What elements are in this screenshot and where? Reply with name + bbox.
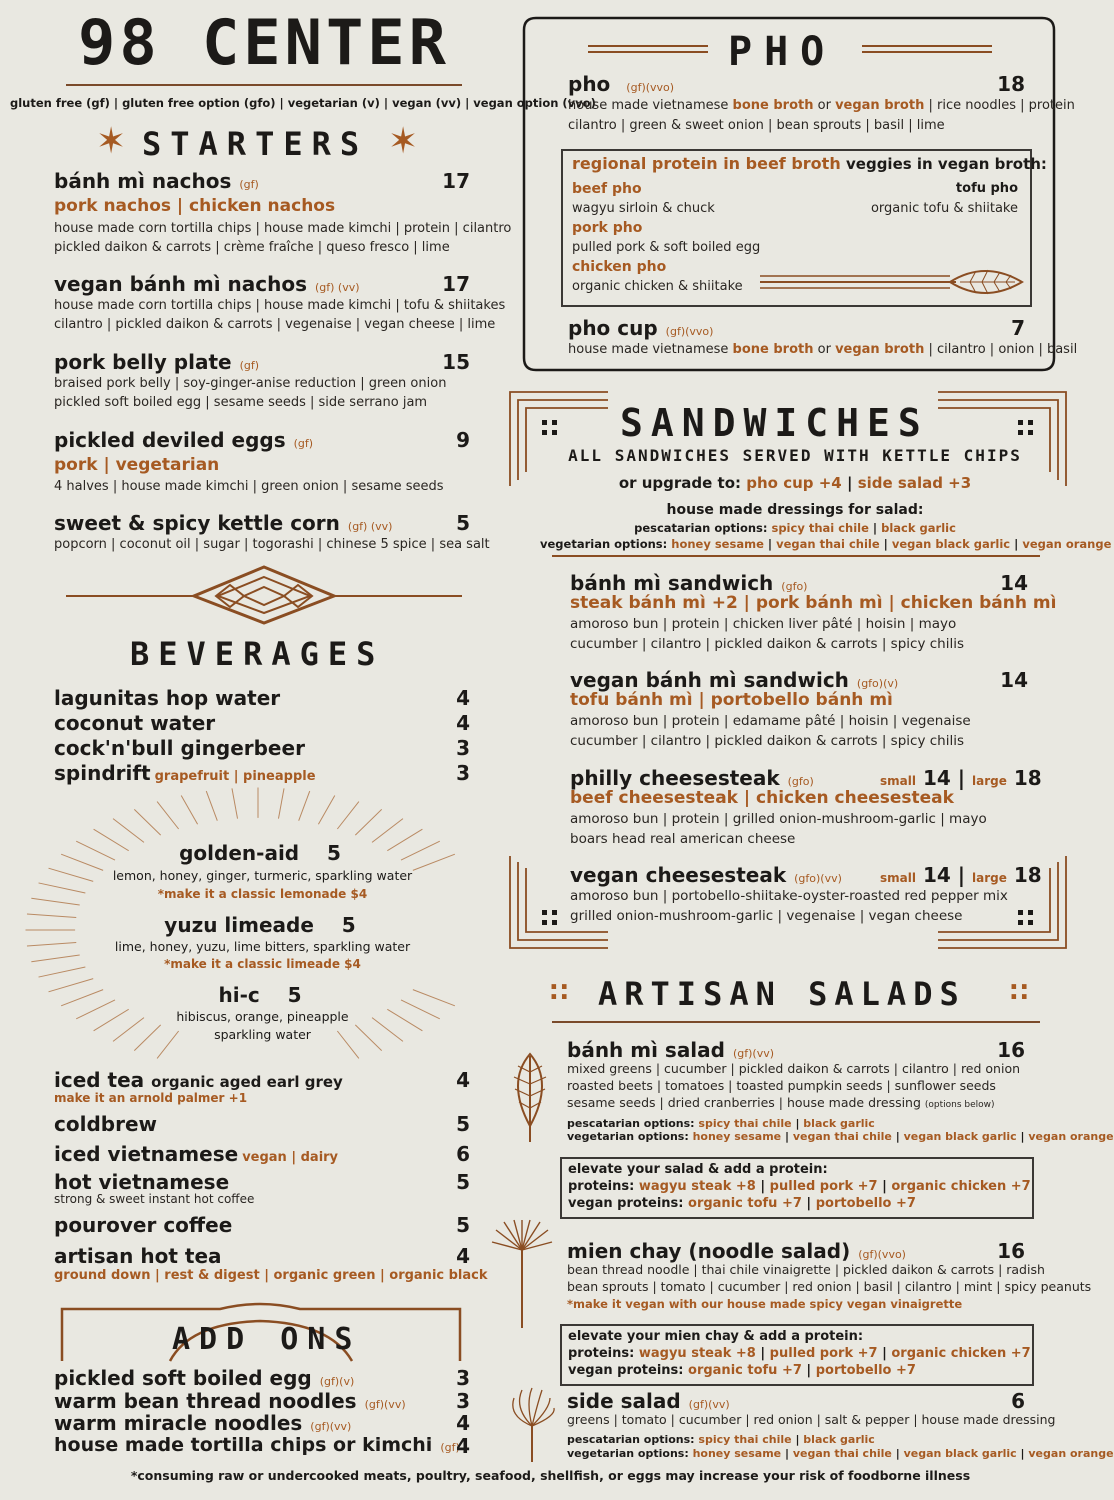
diet-legend: gluten free (gf) | gluten free option (gfo) | vegetarian (v) | vegan (vv) | vegan option (vvo) <box>10 96 596 110</box>
elevate-title: elevate your salad & add a protein: <box>568 1162 828 1177</box>
palm-leaf-icon <box>490 1220 554 1330</box>
sunburst-ray <box>355 809 381 835</box>
starter-price: 17 <box>442 169 470 193</box>
sandwich-options: steak bánh mì +2 | pork bánh mì | chicken bánh mì <box>570 593 1057 613</box>
upgrade-line: or upgrade to: pho cup +4 | side salad +3 <box>618 474 972 492</box>
sandwich-options: beef cheesesteak | chicken cheesesteak <box>570 788 954 808</box>
pho-protein-desc: pulled pork & soft boiled egg <box>572 240 761 255</box>
sandwich-price: 14 <box>1000 668 1028 692</box>
starter-price: 9 <box>456 428 470 452</box>
salad-desc: sesame seeds | dried cranberries | house made dressing (options below) <box>567 1095 995 1110</box>
pho-cup-name: pho cup (gf)(vvo) <box>568 316 714 340</box>
beverage-desc: strong & sweet instant hot coffee <box>54 1192 255 1206</box>
beverage-note: ground down | rest & digest | organic green | organic black <box>54 1268 488 1283</box>
sandwich-size-price: small 14 | large 18 <box>880 863 1042 887</box>
beverage-price: 5 <box>456 1112 470 1136</box>
footer-disclaimer: *consuming raw or undercooked meats, poultry, seafood, shellfish, or eggs may increase your risk of foodborne illness <box>130 1468 971 1483</box>
beverage-item: coconut water <box>54 711 216 735</box>
sunburst-ray <box>413 990 455 1006</box>
sunburst-ray <box>27 914 76 917</box>
salad-price: 16 <box>997 1239 1025 1263</box>
addon-price: 4 <box>456 1434 470 1458</box>
starter-desc: house made corn tortilla chips | house made kimchi | tofu & shiitakes <box>54 298 506 313</box>
starter-desc: popcorn | coconut oil | sugar | togorashi | chinese 5 spice | sea salt <box>54 537 490 552</box>
starter-options: pork | vegetarian <box>54 455 220 475</box>
sunburst-ray <box>39 967 86 977</box>
sunburst-ray <box>299 791 310 821</box>
sunburst-ray <box>337 802 359 829</box>
sunburst-ray <box>31 955 79 962</box>
starter-desc: house made corn tortilla chips | house made kimchi | protein | cilantro <box>54 221 512 236</box>
sandwich-desc: cucumber | cilantro | pickled daikon & carrots | spicy chilis <box>570 636 964 652</box>
beverage-price: 5 <box>456 1170 470 1194</box>
addon-item: house made tortilla chips or kimchi (gf) <box>54 1434 460 1456</box>
sandwich-name: vegan cheesesteak (gfo)(vv) <box>570 863 842 887</box>
beverage-item: iced vietnamese vegan | dairy <box>54 1142 339 1166</box>
sandwich-desc: amoroso bun | protein | grilled onion-mushroom-garlic | mayo <box>570 811 987 827</box>
addon-item: warm miracle noodles (gf)(vv) <box>54 1411 352 1435</box>
pho-desc: house made vietnamese bone broth or vegan broth | rice noodles | protein <box>568 98 1075 113</box>
pho-protein-name: beef pho <box>572 181 642 197</box>
salad-veg: vegetarian options: honey sesame | vegan thai chile | vegan black garlic | vegan orange <box>567 1447 1114 1460</box>
salads-heading: ARTISAN SALADS <box>598 975 966 1013</box>
sunburst-ray <box>318 795 334 824</box>
sandwich-desc: boars head real american cheese <box>570 831 796 847</box>
starter-name: vegan bánh mì nachos (gf) (vv) <box>54 272 360 296</box>
addons-heading: ADD ONS <box>172 1322 362 1357</box>
beverage-item: spindrift grapefruit | pineapple <box>54 761 316 785</box>
regional-heading: regional protein in beef broth <box>572 154 841 173</box>
beverage-item: lagunitas hop water <box>54 686 281 710</box>
sunburst-ray <box>61 854 103 870</box>
pho-name: pho (gf)(vvo) <box>568 72 675 96</box>
sandwich-desc: amoroso bun | protein | chicken liver pâté | hoisin | mayo <box>570 616 957 632</box>
sunburst-ray <box>157 802 179 829</box>
special-drink: golden-aid 5 <box>179 841 341 865</box>
sandwich-desc: grilled onion-mushroom-garlic | vegenaise | vegan cheese <box>570 908 963 924</box>
beverage-item: artisan hot tea <box>54 1244 222 1268</box>
starter-desc: cilantro | pickled daikon & carrots | vegenaise | vegan cheese | lime <box>54 317 496 332</box>
brand-rule <box>66 84 462 86</box>
leaf-arrow-icon <box>760 262 1026 302</box>
brand-title: 98 CENTER <box>78 6 450 79</box>
starters-heading: STARTERS <box>142 125 369 163</box>
salad-desc: roasted beets | tomatoes | toasted pumpkin seeds | sunflower seeds <box>567 1078 996 1093</box>
beverage-item: hot vietnamese <box>54 1170 230 1194</box>
pho-protein-name: pork pho <box>572 220 643 236</box>
beverage-item: coldbrew <box>54 1112 157 1136</box>
pho-heading: PHO <box>728 29 837 75</box>
salad-name: bánh mì salad (gf)(vv) <box>567 1038 775 1062</box>
starter-desc: braised pork belly | soy-ginger-anise reduction | green onion <box>54 376 447 391</box>
elevate-title: elevate your mien chay & add a protein: <box>568 1329 864 1344</box>
special-drink-desc: lemon, honey, ginger, turmeric, sparkling water <box>112 868 413 883</box>
starter-price: 15 <box>442 350 470 374</box>
special-drink: yuzu limeade 5 <box>164 913 356 937</box>
sunburst-ray <box>413 854 455 870</box>
star-icon-right: ✶ <box>388 121 419 162</box>
salad-price: 6 <box>1011 1389 1025 1413</box>
elevate-proteins: proteins: wagyu steak +8 | pulled pork +7 | organic chicken +7 <box>568 1179 1031 1194</box>
pho-cup-desc: house made vietnamese bone broth or vegan broth | cilantro | onion | basil <box>568 342 1078 357</box>
sunburst-ray <box>27 943 76 946</box>
pho-protein-name: chicken pho <box>572 259 667 275</box>
elevate-vegan: vegan proteins: organic tofu +7 | portobello +7 <box>568 1196 916 1211</box>
sunburst-ray <box>134 809 160 835</box>
starter-name: bánh mì nachos (gf) <box>54 169 259 193</box>
starter-name: sweet & spicy kettle corn (gf) (vv) <box>54 511 393 535</box>
starter-name: pickled deviled eggs (gf) <box>54 428 314 452</box>
sandwich-name: vegan bánh mì sandwich (gfo)(v) <box>570 668 899 692</box>
special-drink-desc: sparkling water <box>214 1027 311 1042</box>
sandwich-size-price: small 14 | large 18 <box>880 766 1042 790</box>
dots-icon-right: ∷ <box>1010 978 1029 1008</box>
addon-item: warm bean thread noodles (gf)(vv) <box>54 1389 406 1413</box>
sunburst-ray <box>206 791 217 821</box>
elevate-proteins: proteins: wagyu steak +8 | pulled pork +7 | organic chicken +7 <box>568 1346 1031 1361</box>
addon-price: 3 <box>456 1389 470 1413</box>
pho-protein-desc: wagyu sirloin & chuck <box>572 201 715 216</box>
salad-desc: mixed greens | cucumber | pickled daikon & carrots | cilantro | red onion <box>567 1061 1021 1076</box>
salad-desc: bean sprouts | tomato | cucumber | red onion | basil | cilantro | mint | spicy peanuts <box>567 1279 1092 1294</box>
beverage-price: 5 <box>456 1213 470 1237</box>
beverage-price: 4 <box>456 686 470 710</box>
sunburst-ray <box>39 883 86 893</box>
sunburst-ray <box>61 990 103 1006</box>
dots-icon-left: ∷ <box>550 978 569 1008</box>
fan-leaf-icon <box>506 1386 558 1462</box>
beverage-item: pourover coffee <box>54 1213 233 1237</box>
sunburst-ray <box>113 819 144 843</box>
salad-pesc: pescatarian options: spicy thai chile | black garlic <box>567 1117 875 1130</box>
special-drink-note: *make it a classic limeade $4 <box>164 957 361 971</box>
salad-name: side salad (gf)(vv) <box>567 1389 730 1413</box>
salad-pesc: pescatarian options: spicy thai chile | black garlic <box>567 1433 875 1446</box>
salad-note: *make it vegan with our house made spicy vegan vinaigrette <box>567 1297 963 1311</box>
salad-name: mien chay (noodle salad) (gf)(vvo) <box>567 1239 906 1263</box>
dressings-title: house made dressings for salad: <box>666 502 924 518</box>
diamond-divider-icon <box>66 565 462 625</box>
sandwich-options: tofu bánh mì | portobello bánh mì <box>570 690 893 710</box>
sandwiches-heading: SANDWICHES <box>620 401 929 445</box>
special-drink: hi-c 5 <box>218 983 302 1007</box>
beverage-price: 4 <box>456 711 470 735</box>
sunburst-ray <box>372 819 403 843</box>
sunburst-ray <box>31 898 79 905</box>
beverage-price: 4 <box>456 1068 470 1092</box>
dressings-pesc: pescatarian options: spicy thai chile | black garlic <box>634 521 956 535</box>
starter-desc: pickled soft boiled egg | sesame seeds | side serrano jam <box>54 395 428 410</box>
salad-veg: vegetarian options: honey sesame | vegan thai chile | vegan black garlic | vegan orange <box>567 1130 1114 1143</box>
sunburst-ray <box>49 979 94 992</box>
sunburst-ray <box>49 868 94 881</box>
starter-price: 5 <box>456 511 470 535</box>
pho-price: 18 <box>997 72 1025 96</box>
beverage-price: 3 <box>456 761 470 785</box>
special-drink-note: *make it a classic lemonade $4 <box>157 887 368 901</box>
starter-name: pork belly plate (gf) <box>54 350 260 374</box>
beverage-item: cock'n'bull gingerbeer <box>54 736 305 760</box>
veg-pho-name: tofu pho <box>955 181 1018 196</box>
addon-price: 3 <box>456 1366 470 1390</box>
sandwich-desc: amoroso bun | portobello-shiitake-oyster-roasted red pepper mix <box>570 888 1008 904</box>
star-icon-left: ✶ <box>96 121 127 162</box>
pho-protein-desc: organic chicken & shiitake <box>572 279 743 294</box>
elevate-vegan: vegan proteins: organic tofu +7 | portobello +7 <box>568 1363 916 1378</box>
sandwich-name: philly cheesesteak (gfo) <box>570 766 814 790</box>
beverage-note: make it an arnold palmer +1 <box>54 1091 248 1105</box>
salad-desc: bean thread noodle | thai chile vinaigrette | pickled daikon & carrots | radish <box>567 1262 1045 1277</box>
special-drink-desc: lime, honey, yuzu, lime bitters, sparkling water <box>114 939 411 954</box>
sunburst-ray <box>232 788 238 818</box>
sandwiches-subheading: ALL SANDWICHES SERVED WITH KETTLE CHIPS <box>568 446 1022 465</box>
salad-price: 16 <box>997 1038 1025 1062</box>
beverage-price: 3 <box>456 736 470 760</box>
sandwich-desc: amoroso bun | protein | edamame pâté | hoisin | vegenaise <box>570 713 971 729</box>
addon-price: 4 <box>456 1411 470 1435</box>
starter-desc: pickled daikon & carrots | crème fraîche | queso fresco | lime <box>54 240 450 255</box>
starter-options: pork nachos | chicken nachos <box>54 196 336 216</box>
dressings-veg: vegetarian options: honey sesame | vegan thai chile | vegan black garlic | vegan orange <box>540 537 1112 551</box>
beverage-price: 4 <box>456 1244 470 1268</box>
addon-item: pickled soft boiled egg (gf)(v) <box>54 1366 355 1390</box>
starter-price: 17 <box>442 272 470 296</box>
salad-desc: greens | tomato | cucumber | red onion | salt & pepper | house made dressing <box>567 1412 1056 1427</box>
pho-cup-price: 7 <box>1011 316 1025 340</box>
sunburst-ray <box>278 788 284 818</box>
veg-pho-desc: organic tofu & shiitake <box>870 201 1018 216</box>
sandwich-price: 14 <box>1000 571 1028 595</box>
starter-desc: 4 halves | house made kimchi | green onion | sesame seeds <box>54 479 444 494</box>
beverages-heading: BEVERAGES <box>130 635 385 673</box>
special-drink-desc: hibiscus, orange, pineapple <box>176 1009 349 1024</box>
leaf-icon <box>504 1052 556 1144</box>
sandwich-name: bánh mì sandwich (gfo) <box>570 571 808 595</box>
sandwich-desc: cucumber | cilantro | pickled daikon & carrots | spicy chilis <box>570 733 964 749</box>
beverage-item: iced tea organic aged earl grey <box>54 1068 343 1092</box>
pho-desc: cilantro | green & sweet onion | bean sprouts | basil | lime <box>568 118 945 133</box>
sunburst-ray <box>181 795 197 824</box>
veggies-heading: veggies in vegan broth: <box>846 155 1047 173</box>
beverage-price: 6 <box>456 1142 470 1166</box>
salads-rule <box>552 1021 1040 1023</box>
